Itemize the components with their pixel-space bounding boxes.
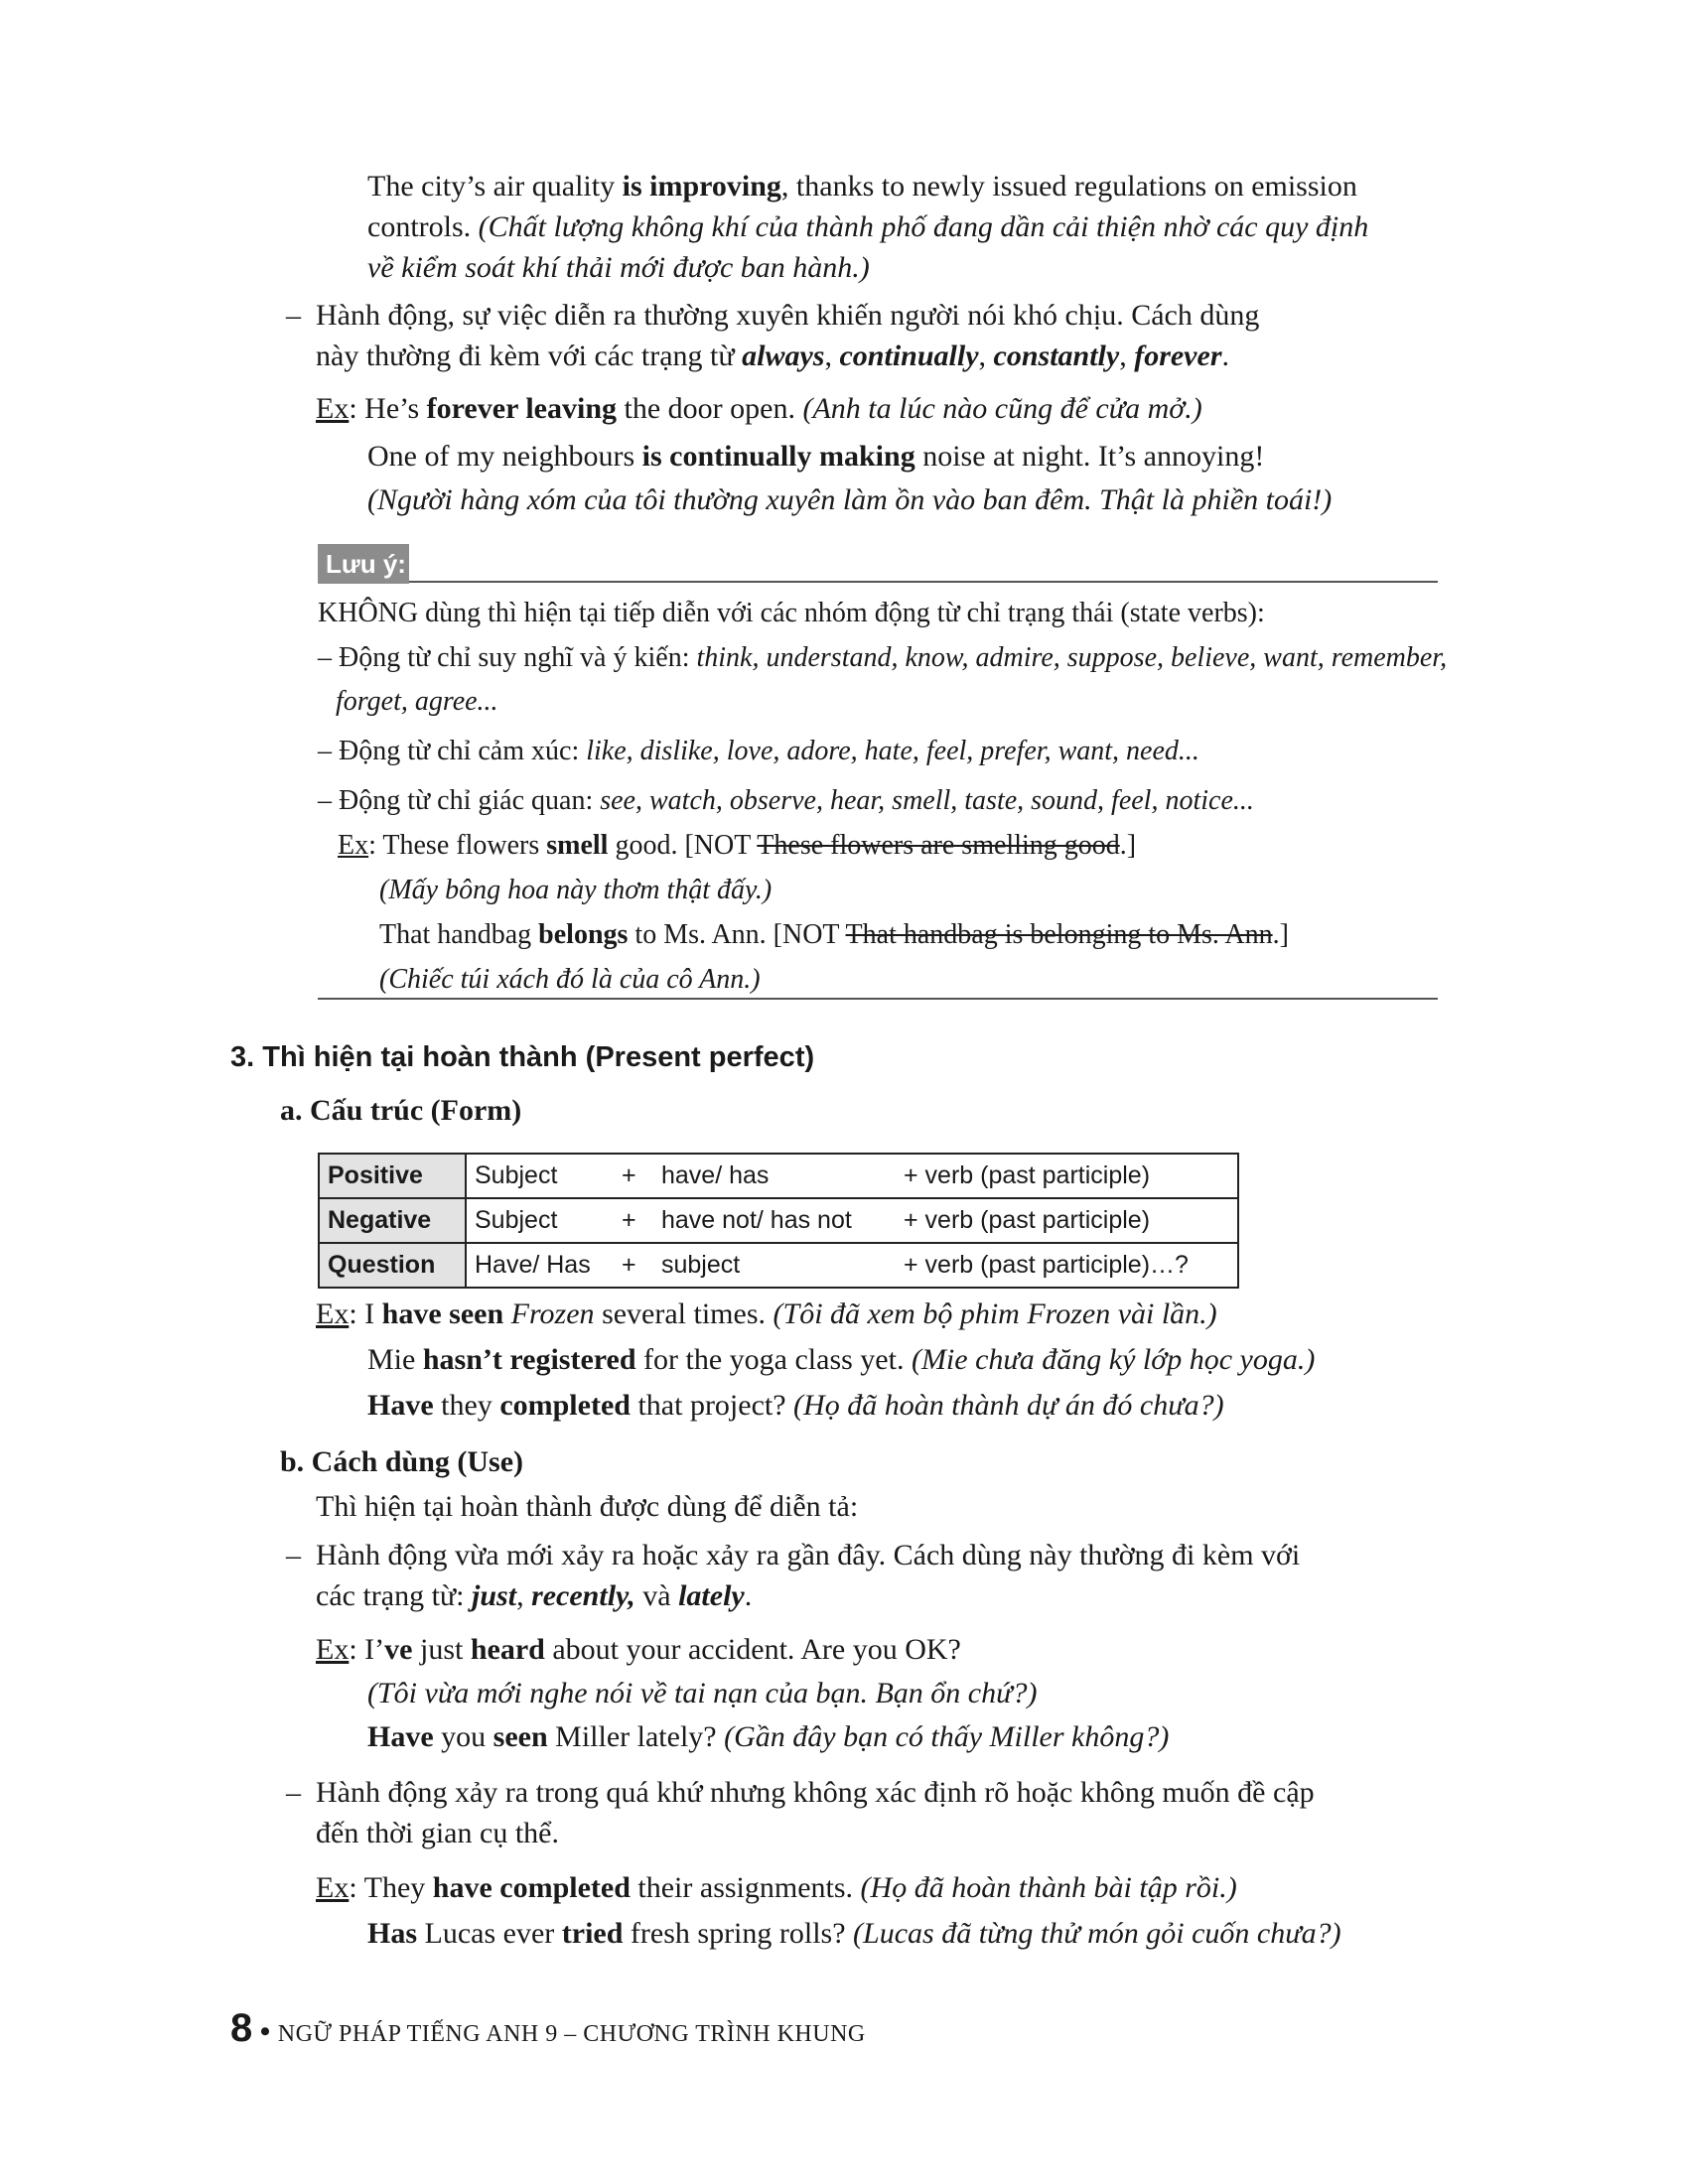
section-heading: 3. Thì hiện tại hoàn thành (Present perfect) [230,1041,815,1073]
text-line: controls. (Chất lượng không khí của thành phố đang dần cải thiện nhờ các quy định [367,210,1369,243]
subsection-heading: a. Cấu trúc (Form) [280,1094,522,1127]
note-example: That handbag belongs to Ms. Ann. [NOT That handbag is belonging to Ms. Ann.] [379,919,1289,950]
example-line: Mie hasn’t registered for the yoga class yet. (Mie chưa đăng ký lớp học yoga.) [367,1343,1316,1376]
row-label: Positive [319,1154,466,1198]
form-table [318,1153,1239,1289]
table-row: Question Have/ Has + subject + verb (past participle)…? [319,1243,1238,1288]
example-line: Ex: He’s forever leaving the door open. (Anh ta lúc nào cũng để cửa mở.) [316,392,1202,425]
subsection-heading: b. Cách dùng (Use) [280,1445,524,1478]
note-item: – Động từ chỉ giác quan: see, watch, observe, hear, smell, taste, sound, feel, notice... [318,785,1254,816]
table-row: Positive Subject + have/ has + verb (past participle) [319,1154,1238,1198]
footer-bullet: • [252,2015,278,2048]
text-line: Thì hiện tại hoàn thành được dùng để diễn tả: [316,1490,859,1523]
note-translation: (Mấy bông hoa này thơm thật đấy.) [379,875,773,905]
ex-label: Ex [316,1871,350,1904]
row-label: Question [319,1243,466,1288]
ex-label: Ex [316,1297,350,1330]
note-bottom-rule [318,998,1438,1000]
example-line: Ex: I have seen Frozen several times. (Tôi đã xem bộ phim Frozen vài lần.) [316,1297,1217,1330]
example-line: Ex: They have completed their assignments. (Họ đã hoàn thành bài tập rồi.) [316,1871,1237,1904]
ex-label: Ex [316,1633,350,1666]
translation-line: (Người hàng xóm của tôi thường xuyên làm ồn vào ban đêm. Thật là phiền toái!) [367,483,1333,516]
example-line: Have you seen Miller lately? (Gần đây bạn có thấy Miller không?) [367,1720,1170,1753]
example-line: One of my neighbours is continually making noise at night. It’s annoying! [367,440,1265,473]
note-item: – Động từ chỉ suy nghĩ và ý kiến: think, understand, know, admire, suppose, believe, want, remember, [318,642,1448,673]
note-translation: (Chiếc túi xách đó là của cô Ann.) [379,964,761,995]
example-line: Ex: I’ve just heard about your accident. Are you OK? [316,1633,961,1666]
page-footer [230,2007,866,2056]
translation-line: về kiểm soát khí thải mới được ban hành.) [367,251,870,284]
note-example: Ex: These flowers smell good. [NOT These flowers are smelling good.] [338,830,1137,861]
list-dash: – [286,1776,301,1809]
list-dash: – [286,299,301,332]
note-item: – Động từ chỉ cảm xúc: like, dislike, love, adore, hate, feel, prefer, want, need... [318,736,1199,766]
example-line: Has Lucas ever tried fresh spring rolls? (Lucas đã từng thử món gỏi cuốn chưa?) [367,1917,1341,1950]
note-intro: KHÔNG dùng thì hiện tại tiếp diễn với các nhóm động từ chỉ trạng thái (state verbs): [318,598,1265,628]
text-line: các trạng từ: just, recently, và lately. [316,1579,753,1612]
ex-label: Ex [316,392,350,425]
translation-line: (Tôi vừa mới nghe nói về tai nạn của bạn. Bạn ổn chứ?) [367,1677,1038,1709]
text-line: Hành động vừa mới xảy ra hoặc xảy ra gần đây. Cách dùng này thường đi kèm với [316,1539,1301,1571]
text-line: The city’s air quality is improving, thanks to newly issued regulations on emission [367,170,1357,203]
page-number: 8 [230,2006,253,2050]
ex-label: Ex [338,830,369,861]
list-dash: – [286,1539,301,1571]
table-row: Negative Subject + have not/ has not + verb (past participle) [319,1198,1238,1243]
text-line: Hành động xảy ra trong quá khứ nhưng không xác định rõ hoặc không muốn đề cập [316,1776,1315,1809]
text-line: Hành động, sự việc diễn ra thường xuyên khiến người nói khó chịu. Cách dùng [316,299,1260,332]
note-tag: Lưu ý: [318,544,409,584]
footer-title: NGỮ PHÁP TIẾNG ANH 9 – CHƯƠNG TRÌNH KHUNG [277,2021,866,2047]
example-line: Have they completed that project? (Họ đã hoàn thành dự án đó chưa?) [367,1389,1224,1422]
note-item-cont: forget, agree... [336,686,498,717]
note-top-rule [409,581,1438,583]
text-line: này thường đi kèm với các trạng từ always, continually, constantly, forever. [316,340,1229,372]
text-line: đến thời gian cụ thể. [316,1817,559,1849]
row-label: Negative [319,1198,466,1243]
